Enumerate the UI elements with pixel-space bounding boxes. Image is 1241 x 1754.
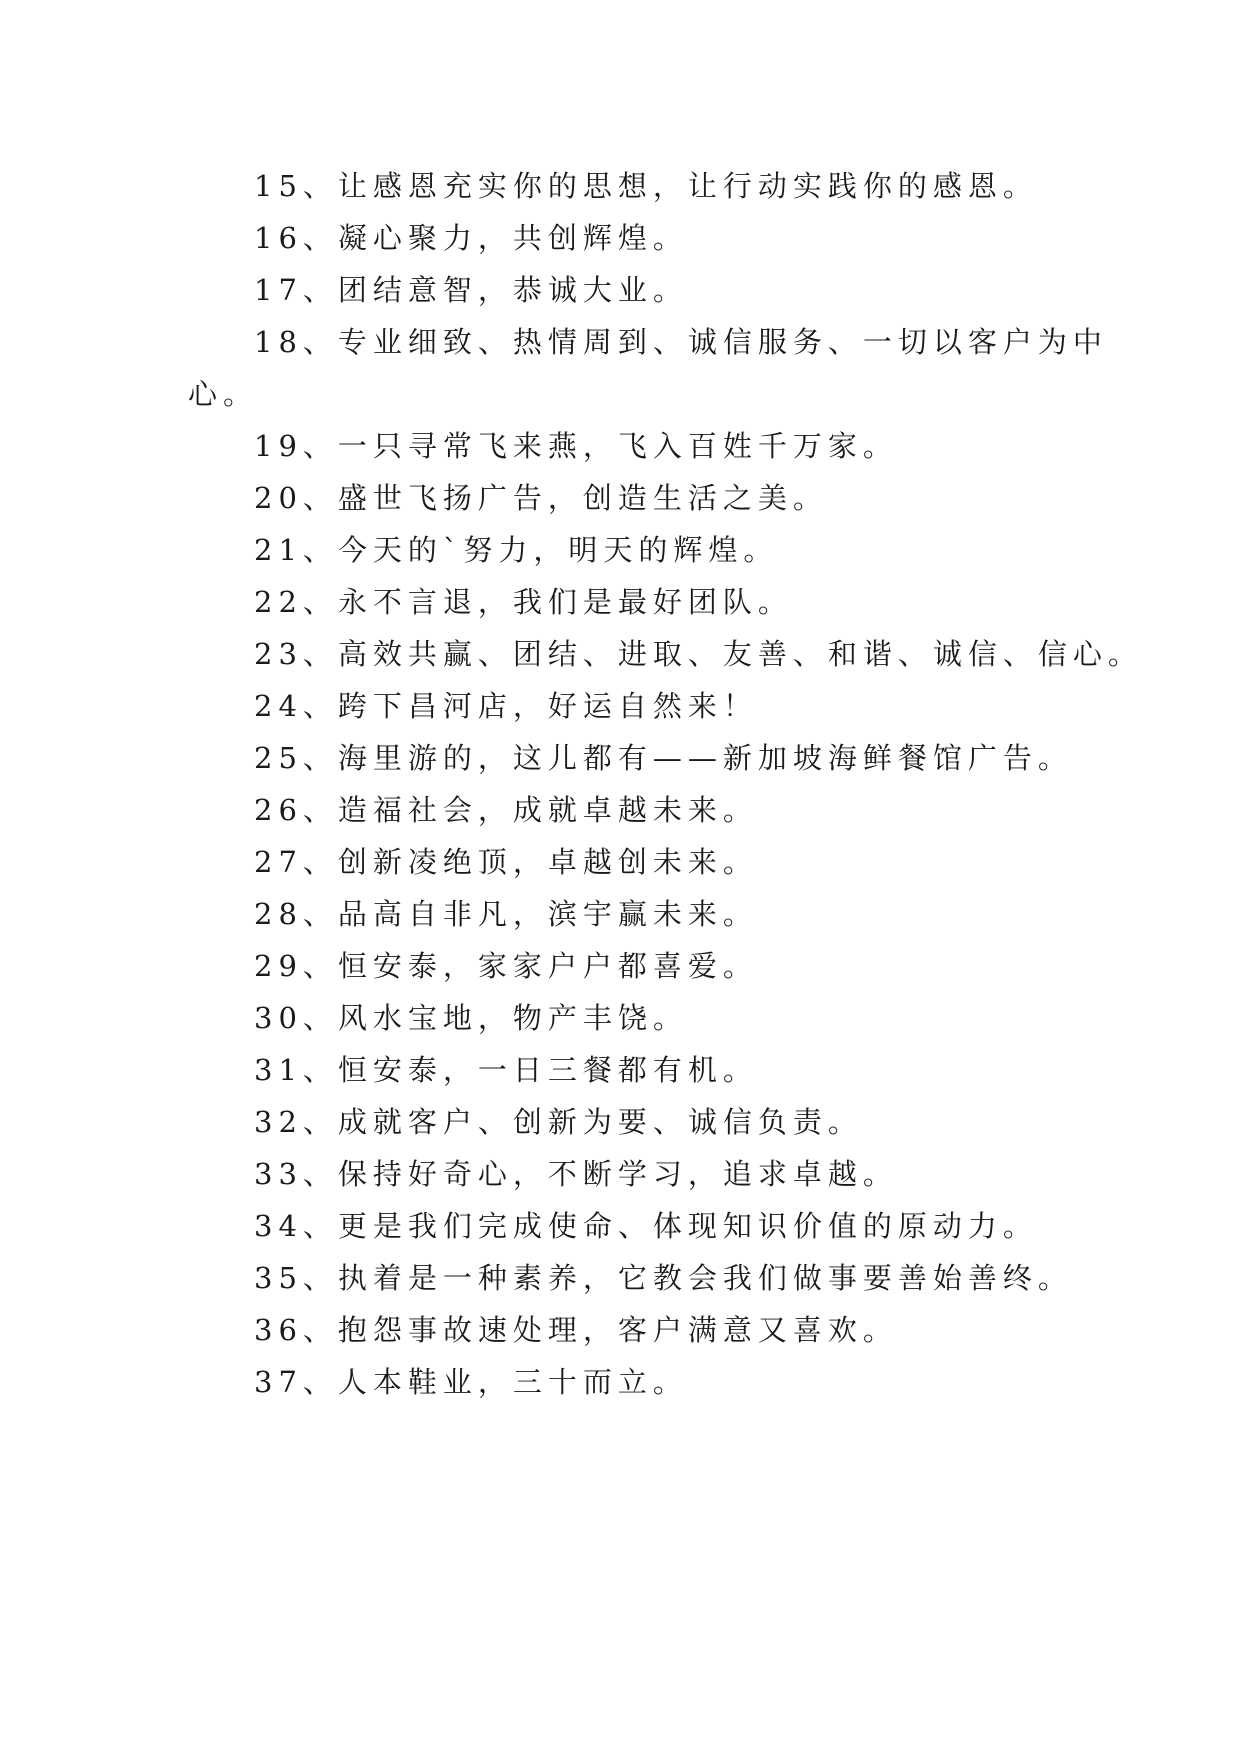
list-item: 15、让感恩充实你的思想，让行动实践你的感恩。	[254, 169, 1038, 203]
list-item: 37、人本鞋业，三十而立。	[254, 1365, 688, 1399]
list-item: 16、凝心聚力，共创辉煌。	[254, 221, 688, 255]
list-item: 18、专业细致、热情周到、诚信服务、一切以客户为中	[254, 325, 1108, 359]
list-item: 28、品高自非凡，滨宇赢未来。	[254, 897, 758, 931]
list-item: 36、抱怨事故速处理，客户满意又喜欢。	[254, 1313, 898, 1347]
list-item: 19、一只寻常飞来燕，飞入百姓千万家。	[254, 429, 898, 463]
list-item: 32、成就客户、创新为要、诚信负责。	[254, 1105, 863, 1139]
list-item: 17、团结意智，恭诚大业。	[254, 273, 688, 307]
list-item: 27、创新凌绝顶，卓越创未来。	[254, 845, 758, 879]
list-item: 30、风水宝地，物产丰饶。	[254, 1001, 688, 1035]
list-item: 33、保持好奇心，不断学习，追求卓越。	[254, 1157, 898, 1191]
list-item-continuation: 心。	[188, 377, 259, 411]
list-item: 24、跨下昌河店，好运自然来！	[254, 689, 758, 723]
list-item: 21、今天的`努力，明天的辉煌。	[254, 533, 779, 567]
list-item: 34、更是我们完成使命、体现知识价值的原动力。	[254, 1209, 1038, 1243]
list-item: 20、盛世飞扬广告，创造生活之美。	[254, 481, 828, 515]
list-item: 25、海里游的，这儿都有——新加坡海鲜餐馆广告。	[254, 741, 1073, 775]
list-item: 31、恒安泰，一日三餐都有机。	[254, 1053, 758, 1087]
list-item: 22、永不言退，我们是最好团队。	[254, 585, 793, 619]
list-item: 29、恒安泰，家家户户都喜爱。	[254, 949, 758, 983]
list-item: 35、执着是一种素养，它教会我们做事要善始善终。	[254, 1261, 1073, 1295]
list-item: 23、高效共赢、团结、进取、友善、和谐、诚信、信心。	[254, 637, 1143, 671]
list-item: 26、造福社会，成就卓越未来。	[254, 793, 758, 827]
